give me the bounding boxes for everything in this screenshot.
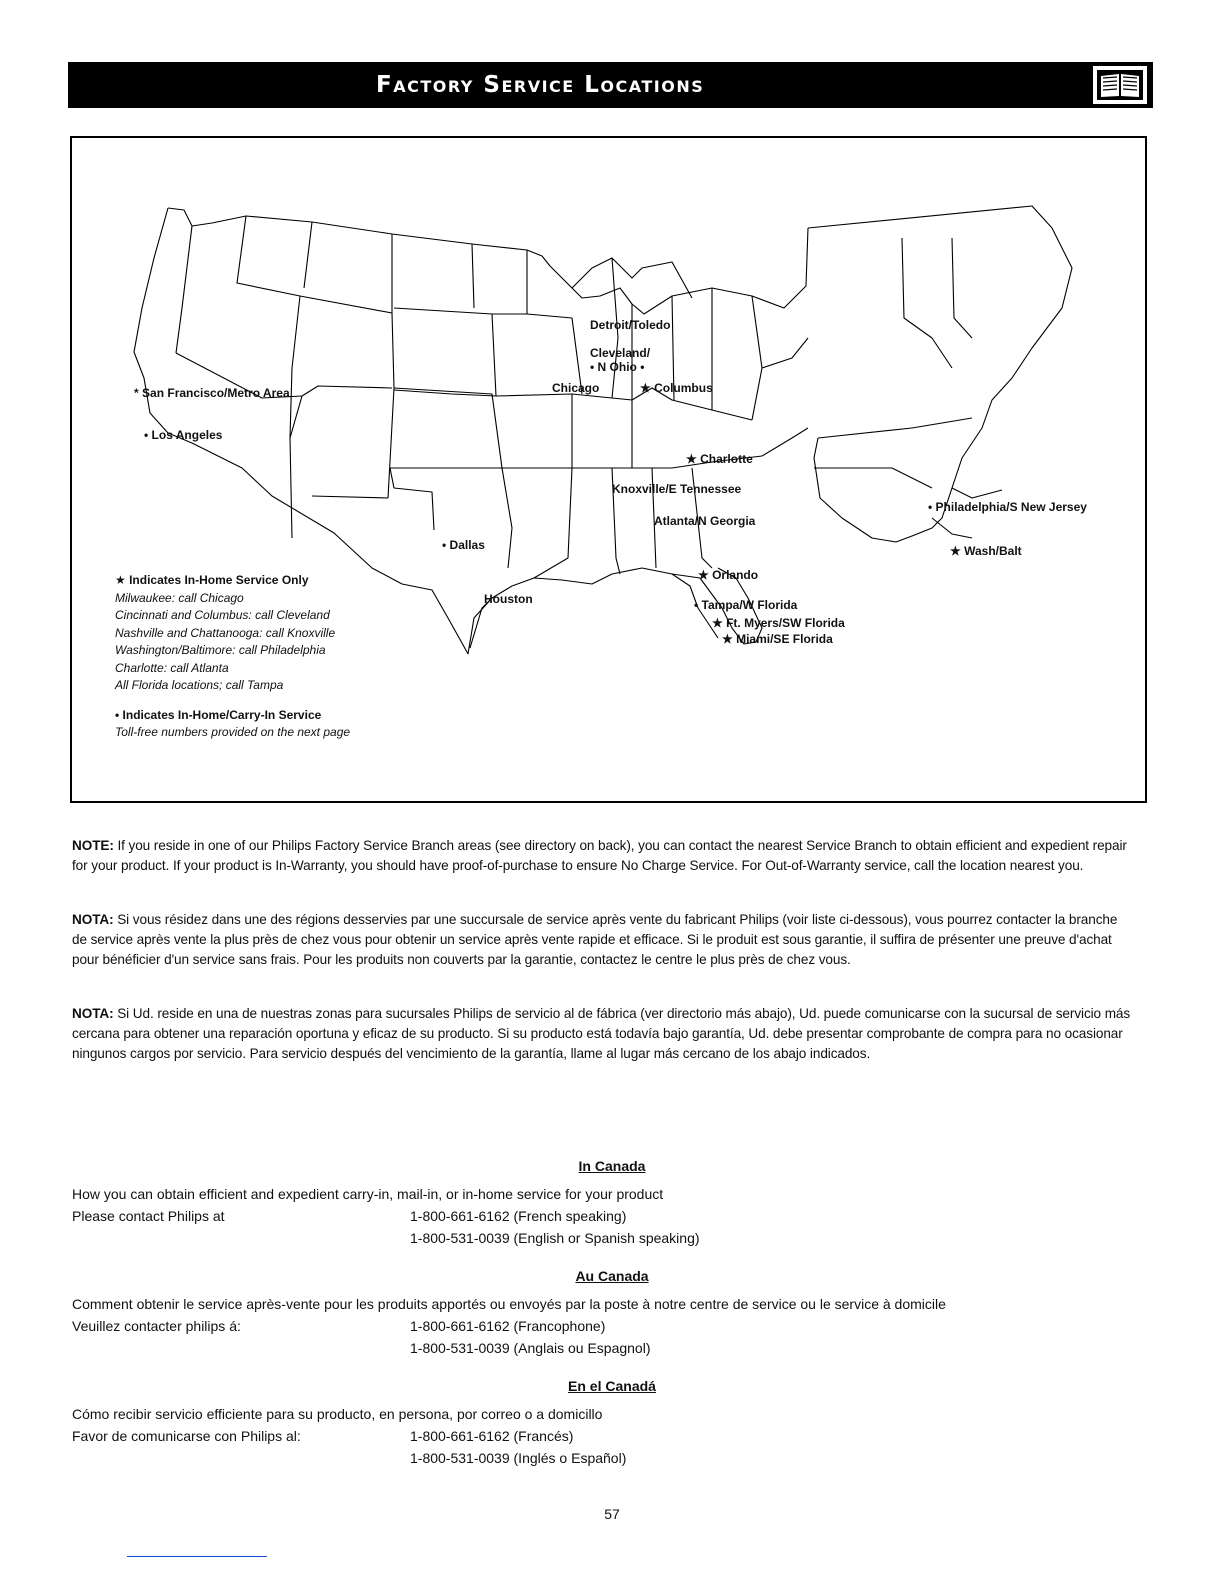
city-charlotte: ★ Charlotte <box>686 452 753 466</box>
city-dallas-label: Dallas <box>449 538 485 552</box>
canada-phone-fr-1: 1-800-661-6162 (Francophone) <box>410 1318 606 1334</box>
city-miami-label: Miami/SE Florida <box>736 632 833 646</box>
canada-heading-fr: Au Canada <box>575 1268 649 1284</box>
note-text: Si vous résidez dans une des régions desservies par une succursale de service après vente du fabricant Philips (voir liste ci-dessous), vous pourrez contacter la branche de service après vente la plus près de chez vous pour obtenir un service après vente rapide et efficace. Si le produit est sous garantie, il suffira de présenter une preuve d'achat pour bénéficier d'un service sans frais. Pour les produits non couverts par la garantie, contactez le centre le plus près de chez vous. <box>72 912 1118 967</box>
canada-heading-en: In Canada <box>578 1158 646 1174</box>
note-english <box>72 836 1132 876</box>
city-wash-balt-label: Wash/Balt <box>964 544 1022 558</box>
city-orlando: ★ Orlando <box>698 568 759 582</box>
page-title: Factory Service Locations <box>376 72 705 98</box>
legend-dot-note: Toll-free numbers provided on the next page <box>115 725 351 739</box>
city-knoxville: Knoxville/E Tennessee <box>612 482 742 496</box>
city-columbus: ★ Columbus <box>640 381 713 395</box>
city-cleveland: Cleveland/ <box>590 346 651 360</box>
page-number: 57 <box>604 1506 620 1522</box>
city-charlotte-label: Charlotte <box>700 452 753 466</box>
city-san-francisco-label: San Francisco/Metro Area <box>142 386 290 400</box>
note-text: If you reside in one of our Philips Factory Service Branch areas (see directory on back), you can contact the nearest Service Branch to obtain efficient and expedient repair for your product. If your product is In-Warranty, you should have proof-of-purchase to ensure No Charge Service. For Out-of-Warranty service, call the location nearest you. <box>72 838 1127 873</box>
map-legend <box>115 572 350 742</box>
city-n-ohio-label: N Ohio <box>597 360 637 374</box>
city-chicago: Chicago <box>552 381 600 395</box>
city-tampa-label: Tampa/W Florida <box>701 598 798 612</box>
city-los-angeles: • Los Angeles <box>144 428 223 442</box>
legend-star-item: Nashville and Chattanooga: call Knoxville <box>115 625 336 640</box>
canada-phone-en-2: 1-800-531-0039 (English or Spanish speaking) <box>410 1230 700 1246</box>
canada-phone-es-1: 1-800-661-6162 (Francés) <box>410 1428 574 1444</box>
canada-phone-en-1: 1-800-661-6162 (French speaking) <box>410 1208 627 1224</box>
city-wash-balt: ★ Wash/Balt <box>950 544 1022 558</box>
service-map <box>70 136 1147 803</box>
legend-star-item: Charlotte: call Atlanta <box>115 660 229 675</box>
city-philadelphia: • Philadelphia/S New Jersey <box>928 500 1087 514</box>
city-san-francisco: * San Francisco/Metro Area <box>134 386 290 400</box>
city-orlando-label: Orlando <box>712 568 759 582</box>
legend-dot-heading-text: Indicates In-Home/Carry-In Service <box>122 707 322 722</box>
canada-contact-fr: Veuillez contacter philips á: <box>72 1318 241 1334</box>
legend-star-item: Milwaukee: call Chicago <box>115 590 244 605</box>
legend-star-item: Cincinnati and Columbus: call Cleveland <box>115 608 330 622</box>
city-detroit-toledo: Detroit/Toledo <box>590 318 671 332</box>
legend-star-item: All Florida locations; call Tampa <box>115 678 284 692</box>
canada-phone-fr-2: 1-800-531-0039 (Anglais ou Espagnol) <box>410 1340 651 1356</box>
city-ft-myers-label: Ft. Myers/SW Florida <box>726 616 845 630</box>
city-n-ohio: • N Ohio • <box>590 360 645 374</box>
note-french <box>72 910 1132 970</box>
note-label: NOTE: <box>72 838 114 853</box>
canada-contact-en: Please contact Philips at <box>72 1208 225 1224</box>
note-label: NOTA: <box>72 1006 114 1021</box>
legend-dot-heading: • Indicates In-Home/Carry-In Service <box>115 707 322 722</box>
canada-phone-es-2: 1-800-531-0039 (Inglés o Español) <box>410 1450 627 1466</box>
canada-intro-en: How you can obtain efficient and expedient carry-in, mail-in, or in-home service for your product <box>72 1186 664 1202</box>
book-icon <box>1093 66 1147 104</box>
city-dallas: • Dallas <box>442 538 485 552</box>
city-houston: Houston <box>484 592 533 606</box>
note-text: Si Ud. reside en una de nuestras zonas para sucursales Philips de servicio al de fábrica (ver directorio más abajo), Ud. puede comunicarse con la sucursal de servicio más cercana para obtener una reparación oportuna y eficaz de su producto. Si su producto está todavía bajo garantía, Ud. debe presentar comprobante de compra para no ocasionar ningunos cargos por servicio. Para servicio después del vencimiento de la garantía, llame al lugar más cercano de los abajo indicados. <box>72 1006 1131 1061</box>
legend-star-heading: ★ Indicates In-Home Service Only <box>115 573 309 587</box>
footer-rule <box>127 1556 267 1557</box>
city-miami: ★ Miami/SE Florida <box>722 632 833 646</box>
city-columbus-label: Columbus <box>654 381 713 395</box>
title-bar <box>68 62 1153 108</box>
note-label: NOTA: <box>72 912 114 927</box>
legend-star-item: Washington/Baltimore: call Philadelphia <box>115 643 326 657</box>
city-philadelphia-label: Philadelphia/S New Jersey <box>935 500 1087 514</box>
city-tampa: • Tampa/W Florida <box>694 598 798 612</box>
note-spanish <box>72 1004 1132 1064</box>
canada-contact-es: Favor de comunicarse con Philips al: <box>72 1428 301 1444</box>
city-ft-myers: ★ Ft. Myers/SW Florida <box>712 616 845 630</box>
canada-intro-fr: Comment obtenir le service après-vente pour les produits apportés ou envoyés par la poste à notre centre de service ou le service à domicile <box>72 1296 946 1312</box>
city-atlanta: Atlanta/N Georgia <box>654 514 756 528</box>
legend-star-heading-text: Indicates In-Home Service Only <box>129 573 309 587</box>
canada-heading-es: En el Canadá <box>568 1378 656 1394</box>
city-los-angeles-label: Los Angeles <box>151 428 223 442</box>
canada-intro-es: Cómo recibir servicio efficiente para su producto, en persona, por correo o a domicillo <box>72 1406 603 1422</box>
